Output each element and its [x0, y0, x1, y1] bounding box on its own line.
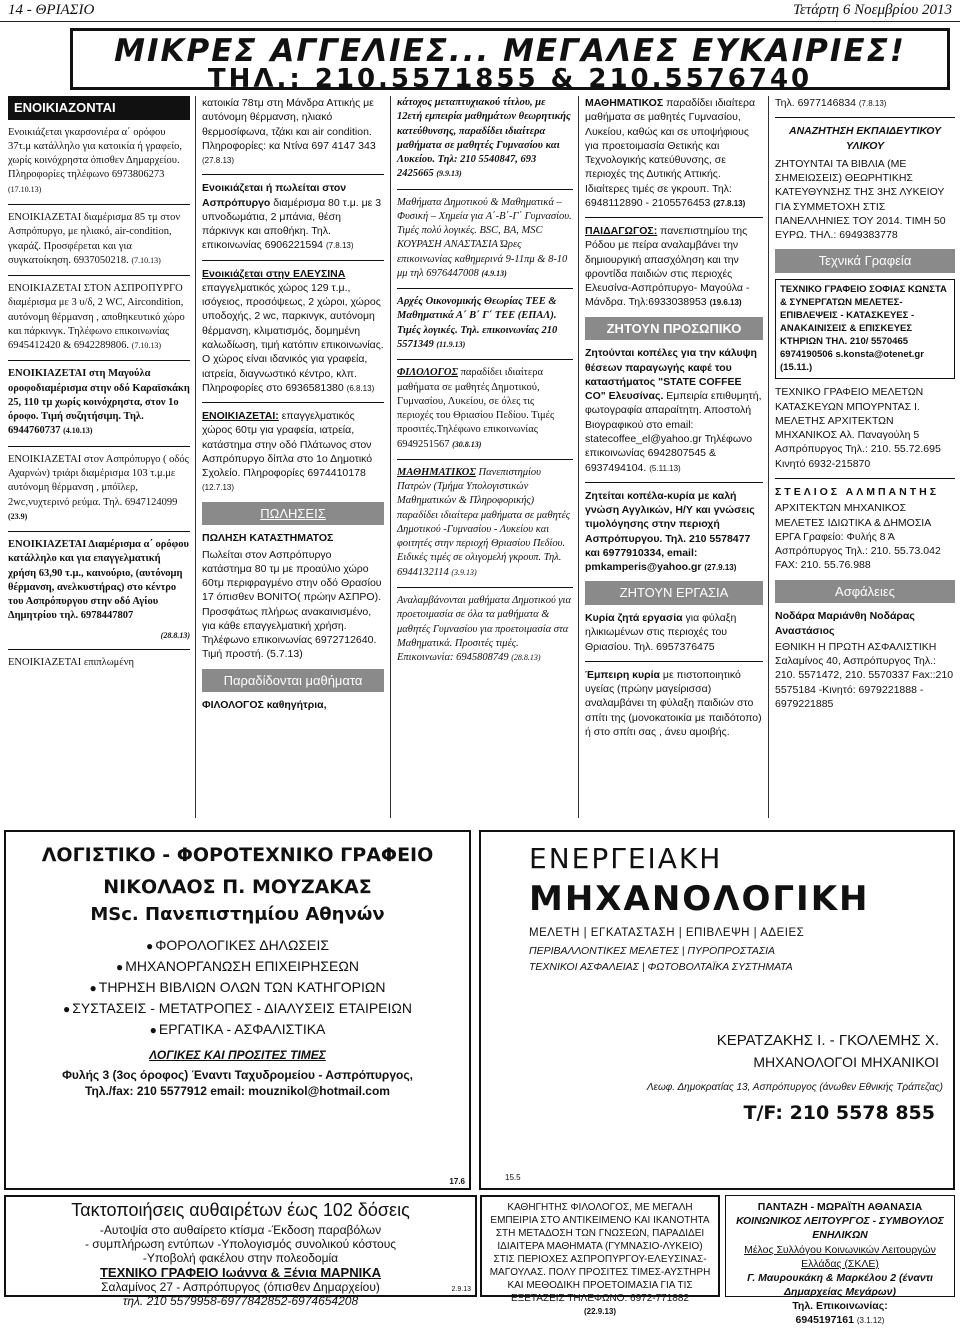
classified-ad: ΤΕΧΝΙΚΟ ΓΡΑΦΕΙΟ ΜΕΛΕΤΩΝ ΚΑΤΑΣΚΕΥΩΝ ΜΠΟΥΡΝΤΑΣ Ι. ΜΕΛΕΤΗΣ ΑΡΧΙΤΕΚΤΩΝ ΜΗΧΑΝΙΚΟΣ Αλ. Παναγούλη 5 Ασπρόπυργος Τηλ.: 210. 55.72.695 Κινητό 6932-215870: [775, 386, 941, 470]
service-item: ● ΣΥΣΤΑΣΕΙΣ - ΜΕΤΑΤΡΟΠΕΣ - ΔΙΑΛΥΣΕΙΣ ΕΤΑΙΡΕΙΩΝ: [6, 998, 469, 1019]
divider: [202, 174, 384, 175]
divider: [397, 359, 573, 360]
ad-membership: Μέλος Συλλόγου Κοινωνικών Λειτουργών Ελλάδας (ΣΚΛΕ): [744, 1243, 936, 1270]
column-divider: [578, 96, 579, 818]
ad-date: 15.5: [505, 1173, 521, 1182]
ad-date: (28.8.13): [160, 630, 190, 640]
classified-ad: ΜΑΘΗΜΑΤΙΚΟΣ παραδίδει ιδιαίτερα μαθήματα σε μαθητές Γυμνασίου, Λυκείου, καθώς και σε υποψήφιους για προετοιμασία Θετικής και Τεχνολογικής κατεύθυνσης, σε περιοχές της Δυτικής Αττικής. Ιδιαίτερες τιμές σε γκρουπ. Τηλ: 6948112890 - 2105576453 (27.8.13): [585, 97, 756, 209]
service-item: ● ΦΟΡΟΛΟΓΙΚΕΣ ΔΗΛΩΣΕΙΣ: [6, 935, 469, 956]
divider: [8, 446, 190, 447]
classified-ad: Κυρία ζητά εργασία για φύλαξη ηλικιωμένων στις περιοχές του Θριασίου. Τηλ. 6957376475: [585, 612, 737, 653]
divider: [585, 482, 763, 483]
ad-phone-row: 6945197161 (3.1.12): [795, 1314, 885, 1327]
divider: [775, 478, 955, 479]
section-heading-staff-wanted: ΖΗΤΟΥΝ ΠΡΟΣΩΠΙΚΟ: [585, 317, 763, 341]
classified-ad: Ενοικιάζεται στην ΕΛΕΥΣΙΝΑ επαγγελματικός χώρος 129 τ.μ., ισόγειος, προσόψεως, 2 χώροι, χώρος υποδοχής, 2 wc, παρκινγκ, αυτόνομη θέρμανση, κλιματισμός, δομημένη καλωδίωση, τιμή κατόπιν επικοινωνίας. Ο χώρος είναι ιδανικός για γραφεία, ιατρεία, διαγνωστικό κέντρο, κλπ. Πληροφορίες στο 6936581380 (6.8.13): [202, 267, 384, 394]
ad-title: ΣΤΕΛΙΟΣ ΑΛΜΠΑΝΤΗΣ: [775, 486, 940, 498]
ad-services: ΤΕΧΝΙΚΟΙ ΑΣΦΑΛΕΙΑΣ | ΦΩΤΟΒΟΛΤΑΪΚΑ ΣΥΣΤΗΜΑΤΑ: [529, 961, 793, 973]
classified-ad: Έμπειρη κυρία με πιστοποιητικό υγείας (πρώην μαγείρισσα) αναλαμβάνει τη φύλαξη παιδιών στο σπίτι της (μονοκατοικία με παιδότοπο) ή στο σπίτι σας , άνευ αμοιβής.: [585, 668, 762, 738]
ad-services: ΠΕΡΙΒΑΛΛΟΝΤΙΚΕΣ ΜΕΛΕΤΕΣ | ΠΥΡΟΠΡΟΣΤΑΣΙΑ: [529, 945, 776, 957]
classified-ad: ΦΙΛΟΛΟΓΟΣ καθηγήτρια,: [202, 699, 327, 712]
ad-name: ΠΑΝΤΑΖΗ - ΜΩΡΑΪΤΗ ΑΘΑΝΑΣΙΑ: [757, 1201, 923, 1213]
divider: [202, 260, 384, 261]
ad-name: ΝΙΚΟΛΑΟΣ Π. ΜΟΥΖΑΚΑΣ: [103, 876, 372, 898]
ad-address: Γ. Μαυρουκάκη & Μαρκέλου 2 (έναντι Δημαρχείας Μεγάρων): [747, 1271, 933, 1299]
ad-contact: Τηλ./fax: 210 5577912 email: mouznikol@hotmail.com: [85, 1084, 390, 1098]
ad-title: Νοδάρα Μαριάνθη Νοδάρας Αναστάσιος: [775, 610, 915, 637]
ad-date: (22.9.13): [583, 1307, 617, 1316]
divider: [202, 402, 384, 403]
classified-ad: ΖΗΤΟΥΝΤΑΙ ΤΑ ΒΙΒΛΙΑ (ΜΕ ΣΗΜΕΙΩΣΕΙΣ) ΘΕΩΡΗΤΙΚΗΣ ΚΑΤΕΥΘΥΝΣΗΣ ΤΗΣ 3ΗΣ ΛΥΚΕΙΟΥ ΓΙΑ ΣΥΜΜΕΤΟΧΗ ΣΤΙΣ ΠΑΝΕΛΛΗΝΙΕΣ ΤΟΥ 2014. ΤΙΜΗ 50 ΕΥΡΩ. ΤΗΛ.: 6949383778: [775, 157, 946, 242]
ad-address: Λεωφ. Δημοκρατίας 13, Ασπρόπυργος (άνωθεν Εθνικής Τράπεζας): [646, 1082, 943, 1093]
classified-ad: Τηλ. 6977146834 (7.8.13): [775, 97, 887, 109]
ad-profession: ΜΗΧΑΝΟΛΟΓΟΙ ΜΗΧΑΝΙΚΟΙ: [753, 1054, 939, 1070]
display-ad-legalization: [4, 1195, 477, 1308]
section-banner: [70, 28, 950, 94]
column-5: [775, 96, 955, 818]
classified-ad: Αρχές Οικονομικής Θεωρίας ΤΕΕ & Μαθηματικά Α΄ Β΄ Γ΄ ΤΕΕ (ΕΠΑΛ). Τιμές λογικές. Τηλ. επικοινωνίας 210 5571349 (11.9.13): [397, 296, 558, 350]
ad-phone: τηλ. 210 5579958-6977842852-6974654208: [122, 1294, 359, 1308]
ad-text: ΚΑΘΗΓΗΤΗΣ ΦΙΛΟΛΟΓΟΣ, ΜΕ ΜΕΓΑΛΗ ΕΜΠΕΙΡΙΑ ΣΤΟ ΑΝΤΙΚΕΙΜΕΝΟ ΚΑΙ ΙΚΑΝΟΤΗΤΑ ΣΤΗ ΜΕΤΑΔΟΣΗ ΤΩΝ ΓΝΩΣΕΩΝ, ΠΑΡΑΔΙΔΕΙ ΙΔΙΑΙΤΕΡΑ ΜΑΘΗΜΑΤΑ (ΓΥΜΝΑΣΙΟ-ΛΥΚΕΙΟ) ΣΤΙΣ ΠΕΡΙΟΧΕΣ ΑΣΠΡΟΠΥΡΓΟΥ-ΕΛΕΥΣΙΝΑΣ-ΜΑΓΟΥΛΑΣ. ΠΟΛΥ ΠΡΟΣΙΤΕΣ ΤΙΜΕΣ-ΑΥΣΤΗΡΗ ΚΑΙ ΜΕΘΟΔΙΚΗ ΠΡΟΕΤΟΙΜΑΣΙΑ ΓΙΑ ΤΙΣ ΕΞΕΤΑΣΕΙΣ ΤΗΛΕΦΩΝΟ: 6972-771882: [489, 1202, 711, 1304]
classified-ad: Αναλαμβάνονται μαθήματα Δημοτικού για προετοιμασία σε όλα τα μαθήματα & μαθητές Γυμνασίου για προετοιμασία στα Μαθηματικά. Προσιτές τιμές. Επικοινωνία: 6945808749 (28.8.13): [397, 594, 571, 664]
classified-ad: ΕΝΟΙΚΙΑΖΕΤΑΙ επιπλωμένη: [8, 656, 134, 668]
ad-line: - συμπλήρωση εντύπων -Υπολογισμός συνολικού κόστους: [84, 1237, 397, 1251]
classified-ad: Ζητούνται κοπέλες για την κάλυψη θέσεων παραγωγής καφέ του καταστήματος "STATE COFFEE CO" Ελευσίνας. Εμπειρία επιθυμητή, φωτογραφία απαραίτητη. Αποστολή Βιογραφικού στο email: statecoffee_el@yahoo.gr Τηλέφωνο επικοινωνίας 6942807545 & 6937494104. (5.11.13): [585, 347, 762, 474]
divider: [8, 531, 190, 532]
ad-services: ΜΕΛΕΤΗ | ΕΓΚΑΤΑΣΤΑΣΗ | ΕΠΙΒΛΕΨΗ | ΑΔΕΙΕΣ: [529, 927, 805, 939]
divider: [585, 661, 763, 662]
section-heading-lessons: Παραδίδονται μαθήματα: [202, 669, 384, 693]
divider: [775, 117, 955, 118]
service-item: ● ΕΡΓΑΤΙΚΑ - ΑΣΦΑΛΙΣΤΙΚΑ: [6, 1019, 469, 1040]
display-ad-engineering: [479, 830, 955, 1190]
ad-date: 2.9.13: [451, 1286, 471, 1293]
classified-ad: ΕΝΟΙΚΙΑΖΕΤΑΙ στον Ασπρόπυργο ( οδός Αχαρνών) τριάρι διαμέρισμα 103 τ.μ.με αυτόνομη θέρμανση , μπόϊλερ, 2wc,νυχτερινό ρεύμα. Τηλ. 6947124099 (23.9): [8, 453, 189, 521]
ad-company: ΤΕΧΝΙΚΟ ΓΡΑΦΕΙΟ Ιωάννα & Ξένια ΜΑΡΝΙΚΑ: [99, 1265, 382, 1280]
bordered-ad: ΤΕΧΝΙΚΟ ΓΡΑΦΕΙΟ ΣΟΦΙΑΣ ΚΩΝΣΤΑ & ΣΥΝΕΡΓΑΤΩΝ ΜΕΛΕΤΕΣ-ΕΠΙΒΛΕΨΕΙΣ - ΚΑΤΑΣΚΕΥΕΣ - ΑΝΑΚΑΙΝΙΣΕΙΣ & ΕΠΙΣΚΕΥΕΣ ΚΤΗΡΙΩΝ ΤΗΛ. 210/ 5570465 6974190506 s.konsta@otenet.gr (15.11.): [775, 279, 955, 379]
ad-address: Φυλής 3 (3ος όροφος) Έναντι Ταχυδρομείου - Ασπρόπυργος,: [62, 1068, 413, 1082]
classified-ad: ΕΝΟΙΚΙΑΖΕΤΑΙ στη Μαγούλα οροφοδιαμέρισμα στην οδό Καραϊσκάκη 25, 110 τμ χωρίς κοινόχρηστα, στον 1ο όροφο. Τιμή συζητήσιμη. Τηλ. 6944760737 (4.10.13): [8, 368, 190, 437]
divider: [397, 189, 573, 190]
ad-address: Σαλαμίνος 27 - Ασπρόπυργος (όπισθεν Δημαρχείου): [101, 1280, 380, 1294]
ad-contact-label: Τηλ. Επικοινωνίας:: [792, 1300, 888, 1313]
page-number: 14 - ΘΡΙΑΣΙΟ: [8, 2, 95, 18]
service-item: ● ΜΗΧΑΝΟΡΓΑΝΩΣΗ ΕΠΙΧΕΙΡΗΣΕΩΝ: [6, 956, 469, 977]
banner-title: ΜΙΚΡΕΣ ΑΓΓΕΛΙΕΣ... ΜΕΓΑΛΕΣ ΕΥΚΑΙΡΙΕΣ!: [114, 33, 906, 69]
classified-ad: Ενοικιάζεται γκαρσονιέρα α΄ ορόφου 37τ.μ κατάλληλο για κατοικία ή γραφείο, χωρίς κοινόχρηστα όπισθεν Δημαρχείου. Πληροφορίες τηλέφωνο 6973806273 (17.10.13): [8, 126, 183, 194]
divider: [8, 204, 190, 205]
divider: [8, 360, 190, 361]
display-ad-social-worker: [725, 1195, 955, 1327]
classified-ad: Πωλείται στον Ασπρόπυργο κατάστημα 80 τμ με προαύλιο χώρο 60τμ περιφραγμένο στην οδό Θρασίου 17 όπισθεν BONITO( πρώην ΑΣΠΡΟ). Προσφάτως πλήρως ανακαινισμένο, για κάθε επαγγελματική χρήση. Τηλέφωνο επικοινωνίας 6972712640. Τιμή προστή. (5.7.13): [202, 548, 382, 661]
issue-date: Τετάρτη 6 Νοεμβρίου 2013: [792, 2, 952, 18]
display-ad-accounting: [4, 830, 471, 1190]
ad-phone: T/F: 210 5578 855: [743, 1102, 935, 1124]
column-divider: [768, 96, 769, 818]
classified-ad: Ζητείται κοπέλα-κυρία με καλή γνώση Αγγλικών, Η/Υ και γνώσεις τιμολόγησης στην περιοχή Ασπρόπυργου. Τηλ. 210 5578477 και 6977910334, email: pmkamperis@yahoo.gr (27.9.13): [585, 489, 755, 574]
ad-line: -Αυτοψία στο αυθαίρετο κτίσμα -Έκδοση παραβόλων: [99, 1223, 382, 1237]
column-1: [8, 96, 190, 818]
ad-degree: MSc. Πανεπιστημίου Αθηνών: [90, 904, 385, 925]
section-heading-tech-offices: Τεχνικά Γραφεία: [775, 249, 955, 273]
banner-phones: ΤΗΛ.: 210.5571855 & 210.5576740: [207, 64, 813, 94]
service-item: ● ΤΗΡΗΣΗ ΒΙΒΛΙΩΝ ΟΛΩΝ ΤΩΝ ΚΑΤΗΓΟΡΙΩΝ: [6, 977, 469, 998]
divider: [397, 288, 573, 289]
classified-ad: ΕΝΟΙΚΙΑΖΕΤΑΙ διαμέρισμα 85 τμ στον Ασπρόπυργο, με ηλιακό, air-condition, γκαράζ. Προσφέρεται και για συγκατοίκηση. 6937050218. (7.10.13): [8, 212, 181, 266]
section-heading-insurance: Ασφάλειες: [775, 580, 955, 604]
ad-title: ΠΩΛΗΣΗ ΚΑΤΑΣΤΗΜΑΤΟΣ: [202, 532, 334, 545]
ad-title: ΑΝΑΖΗΤΗΣΗ ΕΚΠΑΙΔΕΥΤΙΚΟΥ ΥΛΙΚΟΥ: [788, 125, 942, 152]
column-4: [585, 96, 763, 818]
classified-ad: Μαθήματα Δημοτικού & Μαθηματικά – Φυσική – Χημεία για Α΄-Β΄-Γ΄ Γυμνασίου. Τιμές πολύ λογικές. BSC, BA, MSC ΚΟΥΡΑΣΗ ΑΝΑΣΤΑΣΙΑ Ώρες επικοινωνίας καθημερινά 9-11πμ & 8-10 μμ τηλ 6976447008 (4.9.13): [397, 196, 572, 279]
divider: [585, 217, 763, 218]
divider: [397, 459, 573, 460]
column-3: [397, 96, 573, 818]
classified-ad: ΕΝΟΙΚΙΑΖΕΤΑΙ: επαγγελματικός χώρος 60τμ για γραφεία, ιατρεία, κατάστημα στην οδό Πλάτωνος στον Ασπρόπυργο δίπλα στο 1ο Δημοτικό Σχολείο. Πληροφορίες 6974410178 (12.7.13): [202, 410, 373, 493]
classified-ad: Ενοικιάζεται ή πωλείται στον Ασπρόπυργο διαμέρισμα 80 τ.μ. με 3 υπνοδωμάτια, 2 μπάνια, θέση πάρκινγκ και αποθήκη. Τηλ. επικοινωνίας 6906221594 (7.8.13): [202, 182, 382, 252]
section-heading-work-wanted: ΖΗΤΟΥΝ ΕΡΓΑΣΙΑ: [585, 581, 763, 605]
classified-ad: κάτοχος μεταπτυχιακού τίτλου, με 12ετή εμπειρία μαθημάτων θεωρητικής κατεύθυνσης, παραδίδει ιδιαίτερα μαθήματα σε μαθητές Γυμνασίου και Λυκείου. Τηλ: 210 5540847, 693 2425665 (9.9.13): [397, 97, 571, 180]
display-ad-philologist: [480, 1195, 720, 1316]
column-2: [202, 96, 384, 818]
section-heading-sales: ΠΩΛΗΣΕΙΣ: [202, 502, 384, 526]
classified-ad: ΕΘΝΙΚΗ Η ΠΡΩΤΗ ΑΣΦΑΛΙΣΤΙΚΗ Σαλαμίνος 40, Ασπρόπυργος Τηλ.: 210. 5571472, 210. 5570337 Fax::210 5575184 -Κινητό: 6979221888 - 6979221885: [775, 640, 954, 710]
classified-ad: ΠΑΙΔΑΓΩΓΟΣ: πανεπιστημίου της Ρόδου με πείρα αναλαμβάνει την δημιουργική απασχόληση και την φροντίδα παιδιών στις περιοχές Ελευσίνα-Ασπρόπυργο- Μαγούλα - Μάνδρα. Τηλ:6933038953 (19.6.13): [585, 225, 750, 309]
divider: [397, 587, 573, 588]
ad-date: 17.6: [449, 1177, 465, 1186]
classified-ad: κατοικία 78τμ στη Μάνδρα Αττικής με αυτόνομη θέρμανση, ηλιακό θερμοσίφωνα, τζάκι και air condition. Πληροφορίες: κα Ντίνα 697 4147 343 (27.8.13): [202, 97, 376, 166]
section-heading-rentals: ΕΝΟΙΚΙΑΖΟΝΤΑΙ: [8, 96, 190, 120]
ad-note: ΛΟΓΙΚΕΣ ΚΑΙ ΠΡΟΣΙΤΕΣ ΤΙΜΕΣ: [149, 1048, 326, 1062]
ad-services: [6, 935, 469, 1040]
ad-profession: ΚΟΙΝΩΝΙΚΟΣ ΛΕΙΤΟΥΡΓΟΣ - ΣΥΜΒΟΥΛΟΣ ΕΝΗΛΙΚΩΝ: [736, 1215, 944, 1242]
classified-ad: ΦΙΛΟΛΟΓΟΣ παραδίδει ιδιαίτερα μαθήματα σε μαθητές Δημοτικού, Γυμνασίου, Λυκείου, σε όλες τις περιοχές του Θριασίου Πεδίου. Τιμές προσιτές.Τηλέφωνο επικοινωνίας 6949251567 (30.8.13): [397, 367, 555, 450]
classified-ad: ΕΝΟΙΚΙΑΖΕΤΑΙ ΣΤΟΝ ΑΣΠΡΟΠΥΡΓΟ διαμέρισμα με 3 υ/δ, 2 WC, Aircondition, αυτόνομη θέρμανση , αποθηκευτικό χώρο και πάρκινγκ. Τηλέφωνο επικοινωνίας 6945412420 & 6942289806. (7.10.13): [8, 283, 185, 352]
column-divider: [195, 96, 196, 818]
classified-ad: ΜΑΘΗΜΑΤΙΚΟΣ Πανεπιστημίου Πατρών (Τμήμα Υπολογιστικών Μαθηματικών & Πληροφορικής) παραδίδει ιδιαίτερα μαθήματα σε μαθητές Δημοτικού -Γυμνασίου - Λυκείου και φοιτητές στην περιοχή Θριασίου Πεδίου. Ειδικές τιμές σε ολιγομελή γκρουπ. Τηλ. 6944132114 (3.9.13): [397, 466, 570, 578]
classified-ad: ΕΝΟΙΚΙΑΖΕΤΑΙ Διαμέρισμα α΄ ορόφου κατάλληλο και για επαγγελματική χρήση 63,90 τ.μ., καινούριο, (αυτόνομη θέρμανση, ανελκυστήρας) στο κέντρο του Ασπρόπυργου στην οδό Αγίου Δημητρίου τηλ. 6978447807: [8, 539, 189, 622]
ad-heading: ΜΗΧΑΝΟΛΟΓΙΚΗ: [529, 879, 870, 919]
ad-heading: Τακτοποιήσεις αυθαιρέτων έως 102 δόσεις: [71, 1200, 410, 1220]
ad-owners: ΚΕΡΑΤΖΑΚΗΣ Ι. - ΓΚΟΛΕΜΗΣ Χ.: [716, 1032, 939, 1049]
ad-line: -Υποβολή φακέλου στην πολεοδομία: [142, 1251, 339, 1265]
column-divider: [390, 96, 391, 818]
page-header: [0, 0, 960, 22]
divider: [8, 649, 190, 650]
ad-heading: ΛΟΓΙΣΤΙΚΟ - ΦΟΡΟΤΕΧΝΙΚΟ ΓΡΑΦΕΙΟ: [41, 844, 434, 866]
classified-ad: ΑΡΧΙΤΕΚΤΩΝ ΜΗΧΑΝΙΚΟΣ ΜΕΛΕΤΕΣ ΙΔΙΩΤΙΚΑ & ΔΗΜΟΣΙΑ ΕΡΓΑ Γραφείο: Φυλής 8 Ά Ασπρόπυργος Τηλ.: 210. 55.73.042 FAX: 210. 55.76.988: [775, 502, 941, 572]
ad-heading: ΕΝΕΡΓΕΙΑΚΗ: [529, 842, 723, 875]
divider: [8, 275, 190, 276]
